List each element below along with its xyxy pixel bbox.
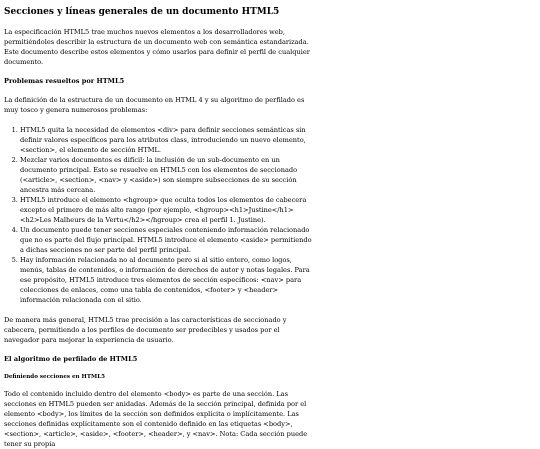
algorithm-paragraph: Todo el contenido incluido dentro del elemento <body> es parte de una sección. Las secciones en HTML5 pueden ser anidadas. Además de la sección principal, definida por el elemento <body>, los límites de la sección son definidos explícita o implícitamente. Las secciones definidas explícitamente son el contenido definido en las etiquetas <body>, <section>, <article>, <aside>, <footer>, <header>, y <nav>. Nota: Cada sección puede tener su propia [4, 390, 308, 448]
list-item: 3. HTML5 introduce el elemento <hgroup> que oculta todos los elementos de cabecera excepto el primero de más alto rango (por ejemplo, <hgroup><h1>Justine</h1><h2>Les Malheurs de la Vertu</h2></hgroup> crea el perfil 1. Justine). [20, 195, 314, 225]
problems-paragraph: La definición de la estructura de un documento en HTML 4 y su algoritmo de perfilado es muy tosco y genera numerosos problemas: [4, 96, 305, 114]
subsection-heading-defining-sections: Definiendo secciones en HTML5 [4, 374, 106, 380]
problems-list [4, 125, 314, 305]
section-heading-problems: Problemas resueltos por HTML5 [4, 77, 125, 85]
list-item: 1. HTML5 quita la necesidad de elementos <div> para definir secciones semánticas sin definir valores específicos para los atributos class, introduciendo un nuevo elemento, <section>, el elemento de sección HTML. [20, 125, 314, 155]
section-heading-algorithm: El algoritmo de perfilado de HTML5 [4, 355, 138, 363]
list-item: 2. Mezclar varios documentos es difícil: la inclusión de un sub-documento en un documento principal. Esto se resuelve en HTML5 con los elementos de seccionado (<article>, <section>, <nav> y <aside>) son siempre subsecciones de su sección ancestra más cercana. [20, 155, 314, 195]
page-title: Secciones y líneas generales de un documento HTML5 [4, 7, 280, 17]
list-item: 4. Un documento puede tener secciones especiales conteniendo información relacionado que no es parte del flujo principal. HTML5 introduce el elemento <aside> permitiendo a dichas secciones no ser parte del perfil principal. [20, 225, 314, 255]
problems-closing-paragraph: De manera más general, HTML5 trae precisión a las características de seccionado y cabecera, permitiendo a los perfiles de documento ser predecibles y usados por el navegador para mejorar la experiencia de usuario. [4, 316, 287, 344]
intro-paragraph: La especificación HTML5 trae muchos nuevos elementos a los desarrolladores web, permitiéndoles describir la estructura de un documento web con semántica estandarizada. Este documento describe estos elementos y cómo usarlos para definir el perfil de cualquier documento. [4, 28, 310, 66]
list-item: 5. Hay información relacionada no al documento pero si al sitio entero, como logos, menús, tablas de contenidos, o información de derechos de autor y notas legales. Para ese propósito, HTML5 introduce tres elementos de sección específicos: <nav> para colecciones de enlaces, como una tabla de contenidos, <footer> y <header> información relacionada con el sitio. [20, 255, 314, 305]
